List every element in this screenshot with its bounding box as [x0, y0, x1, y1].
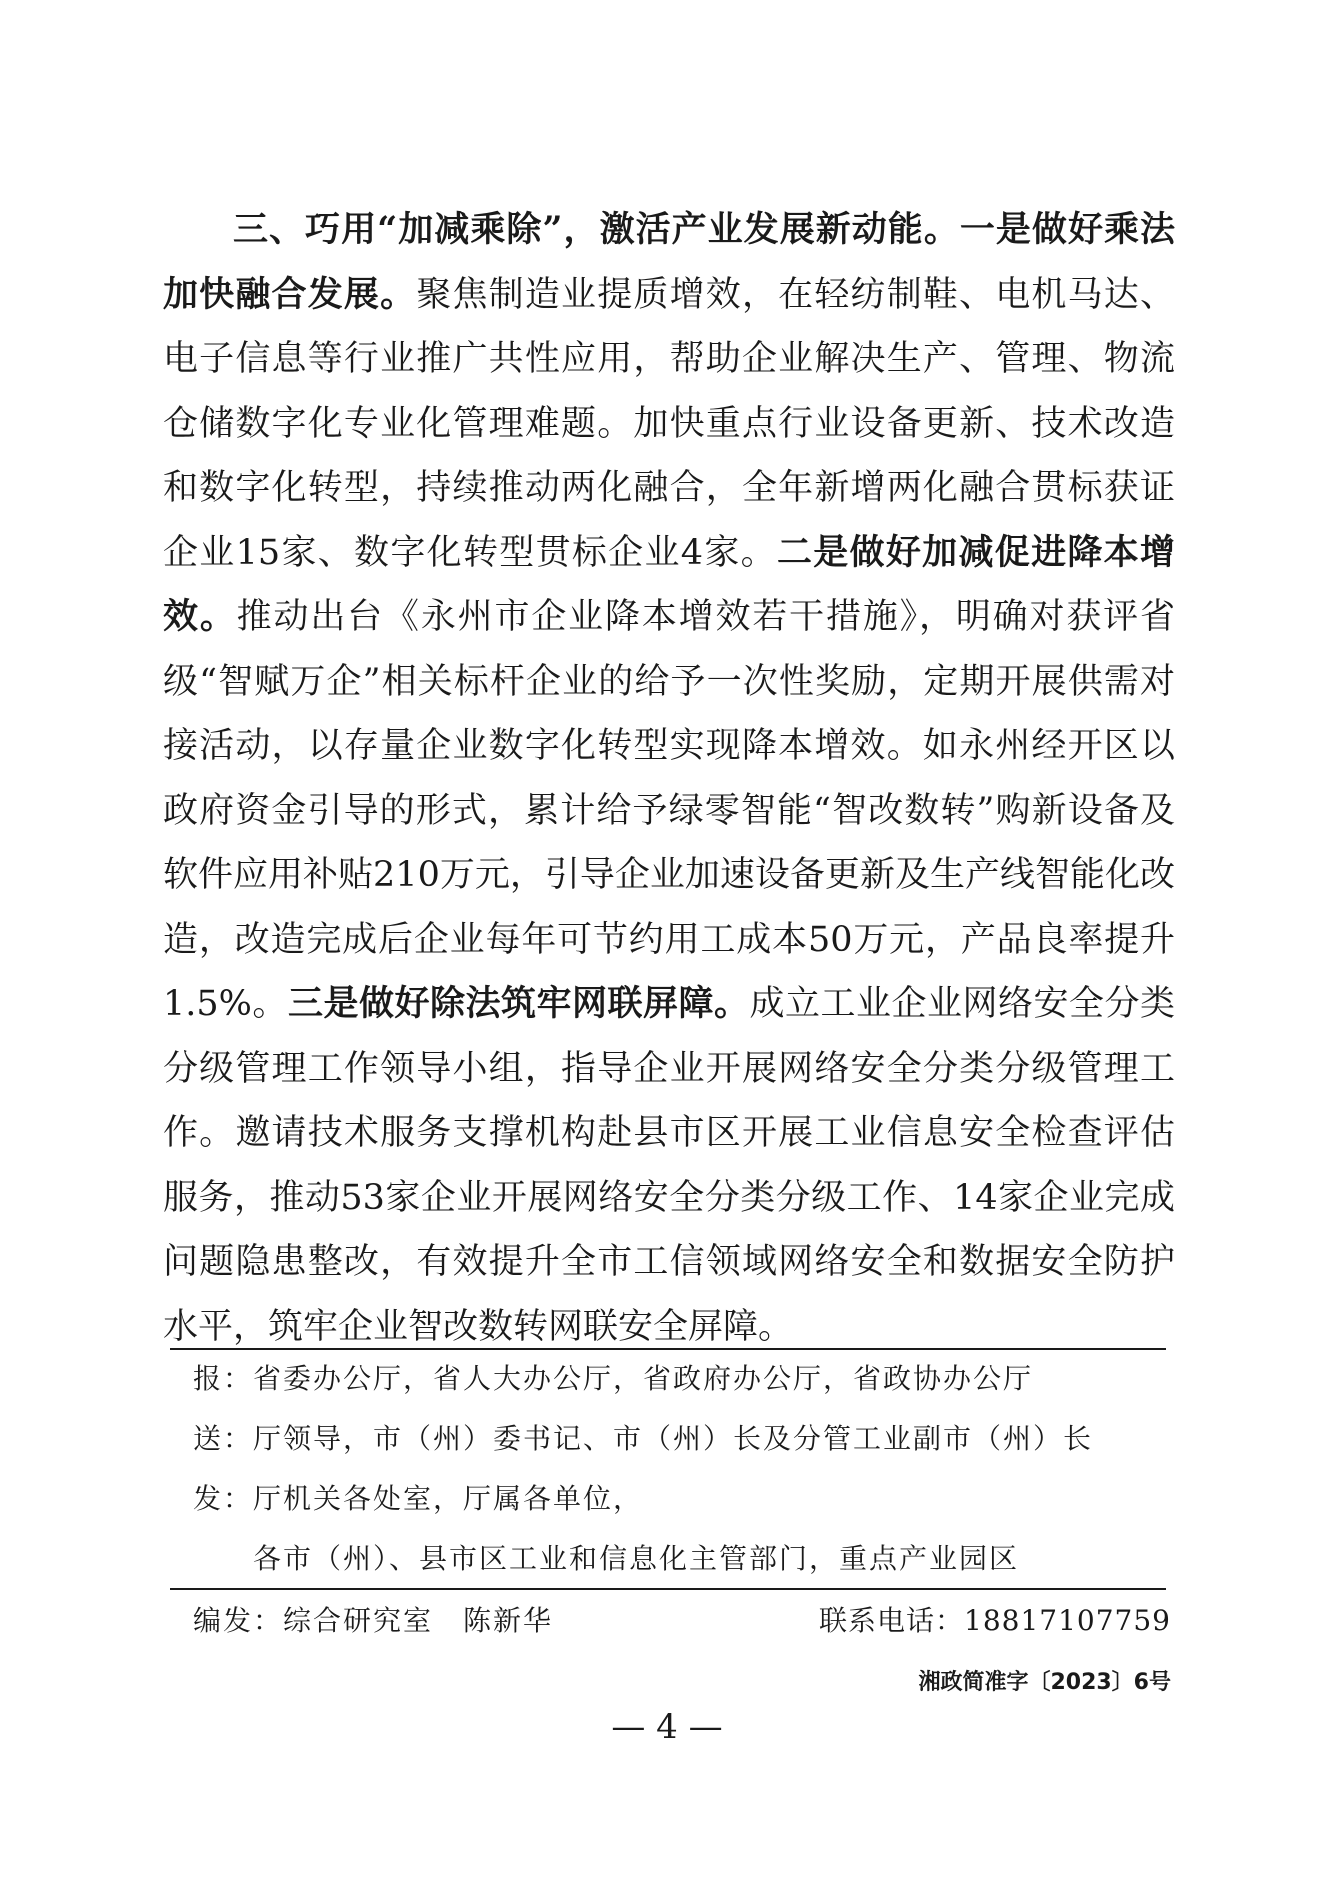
body-text: [163, 198, 1175, 1359]
item-2-text: 推动出台《永州市企业降本增效若干措施》，明确对获评省级“智赋万企”相关标杆企业的给予一次性奖励，定期开展供需对接活动，以存量企业数字化转型实现降本增效。如永州经开区以政府资金引导的形式，累计给予绿零智能“智改数转”购新设备及软件应用补贴210万元，引导企业加速设备更新及生产线智能化改造，改造完成后企业每年可节约用工成本50万元，产品良率提升1.5%。: [163, 597, 1175, 1024]
issue-line: 发：厅机关各处室，厅属各单位，: [193, 1482, 644, 1515]
item-1-text: 聚焦制造业提质增效，在轻纺制鞋、电机马达、电子信息等行业推广共性应用，帮助企业解决生产、管理、物流仓储数字化专业化管理难题。加快重点行业设备更新、技术改造和数字化转型，持续推动两化融合，全年新增两化融合贯标获证企业15家、数字化转型贯标企业4家。: [163, 274, 1175, 573]
document-number: 湘政简准字〔2023〕6号: [918, 1670, 1171, 1695]
editor-info: 编发：综合研究室 陈新华: [193, 1604, 554, 1637]
item-3-heading: 三是做好除法筑牢网联屏障。: [287, 983, 750, 1024]
divider-top: [170, 1348, 1166, 1350]
body-paragraph: [163, 198, 1175, 1359]
item-2-heading: 二是做好加减促进降本增效。: [163, 531, 1175, 637]
issue-line-continued: 各市（州）、县市区工业和信息化主管部门，重点产业园区: [253, 1542, 1020, 1575]
item-1-heading: 一是做好乘法加快融合发展。: [163, 209, 1175, 315]
section-heading: 三、巧用“加减乘除”，激活产业发展新动能。: [233, 209, 960, 250]
item-3-text: 成立工业企业网络安全分类分级管理工作领导小组，指导企业开展网络安全分类分级管理工作。邀请技术服务支撑机构赴县市区开展工业信息安全检查评估服务，推动53家企业开展网络安全分类分级工作、14家企业完成问题隐患整改，有效提升全市工信领域网络安全和数据安全防护水平，筑牢企业智改数转网联安全屏障。: [163, 984, 1175, 1347]
report-line: 报：省委办公厅，省人大办公厅，省政府办公厅，省政协办公厅: [193, 1362, 1034, 1395]
page-number: — 4 —: [611, 1707, 723, 1747]
contact-phone: 联系电话：18817107759: [819, 1604, 1171, 1637]
divider-bottom: [170, 1588, 1166, 1590]
send-line: 送：厅领导，市（州）委书记、市（州）长及分管工业副市（州）长: [193, 1422, 1094, 1455]
